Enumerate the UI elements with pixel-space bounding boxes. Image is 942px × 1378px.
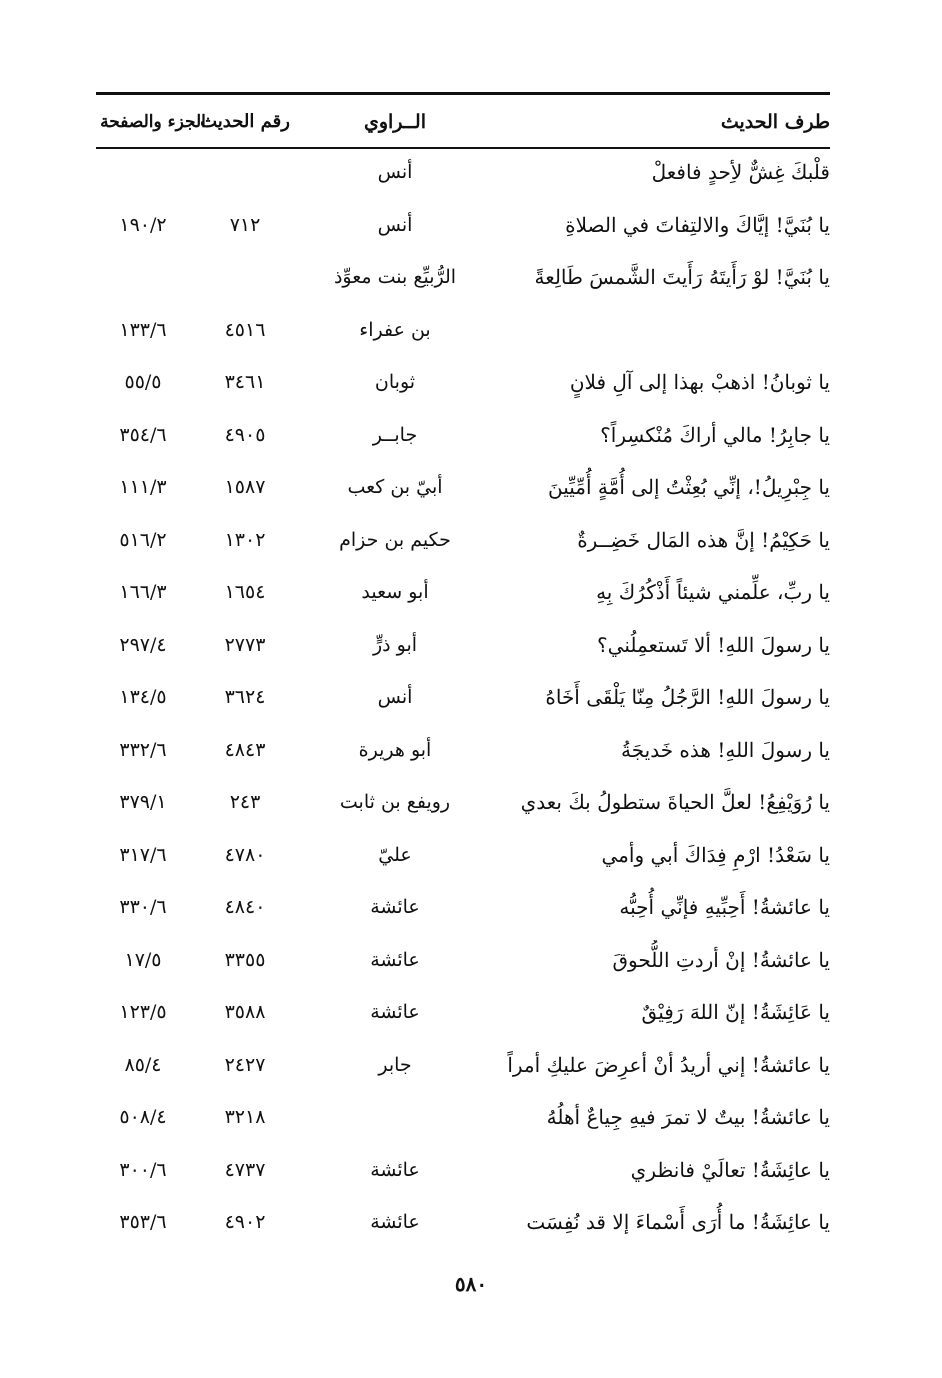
row-hadith: يا عائشةُ! إني أريدُ أنْ أعرِضَ عليكِ أمراً xyxy=(507,1052,830,1077)
row-number: ١٥٨٧ xyxy=(224,476,266,498)
row-hadith: يا بُنَيَّ! إيَّاكَ والالتِفاتَ في الصلاةِ xyxy=(565,212,830,237)
row-volume-page: ١٣٤/٥ xyxy=(119,686,167,708)
row-hadith: يا عائِشَةُ! ما أُرَى أَسْماءَ إلا قد نُفِسَت xyxy=(526,1210,830,1234)
header-hadith: طرف الحديث xyxy=(720,111,830,133)
row-number: ٤٥١٦ xyxy=(224,318,266,341)
row-narrator: الرُّبيِّع بنت معوِّذ xyxy=(333,266,457,288)
row-hadith: يا عائشةُ! بيتٌ لا تمرَ فيهِ جِياعٌ أهلُهُ xyxy=(546,1105,830,1129)
row-hadith: يا جِبْرِيلُ!، إنِّي بُعِثْتُ إلى أُمَّةٍ أُمِّيِّينَ xyxy=(547,475,830,499)
row-number: ٤٧٨٠ xyxy=(224,843,266,866)
row-hadith: يا عائشةُ! أَحِبِّيهِ فإنِّي أُحِبُّه xyxy=(619,895,830,919)
row-narrator: جابــر xyxy=(372,423,418,446)
row-number: ٧١٢ xyxy=(229,213,261,236)
table-row xyxy=(96,205,830,245)
row-narrator: عائشة xyxy=(370,1001,420,1023)
row-number: ٣٦٢٤ xyxy=(224,686,266,708)
row-narrator: أبيّ بن كعب xyxy=(347,476,443,498)
row-hadith: يا ثوبانُ! اذهبْ بهذا إلى آلِ فلانٍ xyxy=(569,370,830,394)
row-narrator: أنس xyxy=(377,161,413,183)
row-narrator: بن عفراء xyxy=(359,318,431,341)
header-volume-page: الجزء والصفحة xyxy=(100,112,206,132)
row-volume-page: ١٢٣/٥ xyxy=(119,1001,167,1023)
row-hadith: يا جابِرُ! مالي أراكَ مُنْكسِراً؟ xyxy=(600,422,830,447)
header-narrator: الــراوي xyxy=(363,111,426,133)
row-number: ٣٤٦١ xyxy=(224,371,266,393)
table-row xyxy=(96,415,830,455)
row-narrator: ثوبان xyxy=(374,371,416,393)
row-narrator xyxy=(310,1097,480,1137)
row-hadith: يا رسولَ اللهِ! الرَّجُلُ مِنّا يَلْقَى أَخَاهُ xyxy=(545,685,830,709)
row-narrator: عائشة xyxy=(370,896,420,918)
table-row xyxy=(96,467,830,507)
row-narrator: أبو هريرة xyxy=(358,738,432,761)
row-volume-page: ١٩٠/٢ xyxy=(119,213,167,236)
row-number: ٣٢١٨ xyxy=(224,1106,266,1128)
table-row xyxy=(96,152,830,192)
row-volume-page: ٣٣٢/٦ xyxy=(119,738,167,761)
row-volume-page: ٣٣٠/٦ xyxy=(119,896,167,918)
table-row xyxy=(96,257,830,297)
row-volume-page xyxy=(96,257,190,297)
table-row xyxy=(96,992,830,1032)
row-volume-page: ٣١٧/٦ xyxy=(119,843,167,866)
row-number: ٣٥٨٨ xyxy=(224,1001,266,1023)
row-narrator: عائشة xyxy=(370,1211,420,1233)
row-volume-page: ٥٥/٥ xyxy=(124,371,162,393)
table-row xyxy=(96,1202,830,1242)
row-volume-page: ١٦٦/٣ xyxy=(119,581,167,603)
row-hadith: يا عائِشَةُ! تعالَيْ فانظري xyxy=(630,1157,830,1182)
row-hadith: يا بُنَيَّ! لوْ رَأَيتَهُ رَأَيتَ الشَّمسَ طَالِعةً xyxy=(534,265,830,289)
row-number: ١٦٥٤ xyxy=(224,581,266,603)
table-row xyxy=(96,1150,830,1190)
row-hadith: يا عائشةُ! إنْ أردتِ اللُّحوقَ xyxy=(612,947,830,972)
row-narrator: أبو ذرٍّ xyxy=(372,633,418,656)
row-volume-page: ٣٥٤/٦ xyxy=(119,423,167,446)
table-row xyxy=(96,730,830,770)
row-number: ١٣٠٢ xyxy=(224,528,266,551)
table-row xyxy=(96,782,830,822)
table-row xyxy=(96,835,830,875)
table-row xyxy=(96,520,830,560)
row-hadith xyxy=(490,310,830,350)
row-narrator: جابر xyxy=(378,1053,412,1076)
table-row xyxy=(96,625,830,665)
row-narrator: عائشة xyxy=(370,948,420,971)
row-number: ٤٩٠٢ xyxy=(224,1211,266,1233)
table-row xyxy=(96,887,830,927)
row-number xyxy=(190,257,300,297)
row-hadith: يا رُوَيْفِعُ! لعلَّ الحياةَ ستطولُ بكَ بعدي xyxy=(520,790,830,814)
table-row xyxy=(96,940,830,980)
table-header xyxy=(96,100,830,144)
row-narrator: أنس xyxy=(377,213,413,236)
row-volume-page: ١١١/٣ xyxy=(119,476,167,498)
row-hadith: يا رسولَ اللهِ! هذه خَديجَةُ xyxy=(621,737,830,762)
row-hadith: يا رسولَ اللهِ! ألا تَستعمِلُني؟ xyxy=(597,632,830,657)
row-volume-page: ٢٩٧/٤ xyxy=(119,633,167,656)
row-number: ٢٧٧٣ xyxy=(224,633,266,656)
row-hadith: يا ربِّ، علِّمني شيئاً أَذْكُرُكَ بِهِ xyxy=(596,580,830,604)
row-volume-page: ٣٠٠/٦ xyxy=(119,1158,167,1181)
page-number: ٥٨٠ xyxy=(454,1272,488,1296)
row-number: ٤٨٤٠ xyxy=(224,896,266,918)
row-volume-page: ١٧/٥ xyxy=(124,948,162,971)
table-row xyxy=(96,677,830,717)
row-hadith: يا عَائِشَةُ! إنّ اللهَ رَفِيْقٌ xyxy=(641,1000,830,1024)
row-number xyxy=(190,152,300,192)
row-volume-page: ٥١٦/٢ xyxy=(119,528,167,551)
header-number: رقم الحديث xyxy=(200,111,290,132)
row-number: ٢٤٣ xyxy=(229,791,261,813)
row-narrator: أبو سعيد xyxy=(361,581,429,603)
table-row xyxy=(96,572,830,612)
table-row xyxy=(96,1045,830,1085)
row-narrator: عليّ xyxy=(378,843,412,866)
row-number: ٢٤٢٧ xyxy=(224,1053,266,1076)
row-volume-page: ٥٠٨/٤ xyxy=(119,1106,167,1128)
row-narrator: عائشة xyxy=(370,1158,420,1181)
row-volume-page: ٨٥/٤ xyxy=(124,1053,162,1076)
table-row xyxy=(96,1097,830,1137)
top-rule xyxy=(96,92,830,95)
table-row xyxy=(96,310,830,350)
row-number: ٤٨٤٣ xyxy=(224,738,266,761)
header-rule xyxy=(96,147,830,149)
row-volume-page xyxy=(96,152,190,192)
table-row xyxy=(96,362,830,402)
row-hadith: يا سَعْدُ! ارْمِ فِدَاكَ أبي وأمي xyxy=(601,842,830,867)
row-narrator: حكيم بن حزام xyxy=(339,528,451,551)
row-number: ٣٣٥٥ xyxy=(224,948,266,971)
row-volume-page: ٣٧٩/١ xyxy=(119,791,167,813)
row-volume-page: ١٣٣/٦ xyxy=(119,318,167,341)
row-volume-page: ٣٥٣/٦ xyxy=(119,1211,167,1233)
row-hadith: يا حَكِيْمُ! إنَّ هذه المَال خَضِــرةٌ xyxy=(577,527,830,552)
row-number: ٤٧٣٧ xyxy=(224,1158,266,1181)
row-number: ٤٩٠٥ xyxy=(224,423,266,446)
row-narrator: رويفع بن ثابت xyxy=(339,791,451,813)
row-narrator: أنس xyxy=(377,686,413,708)
row-hadith: قلْبكَ غِشٌّ لأِحدٍ فافعلْ xyxy=(651,160,830,184)
